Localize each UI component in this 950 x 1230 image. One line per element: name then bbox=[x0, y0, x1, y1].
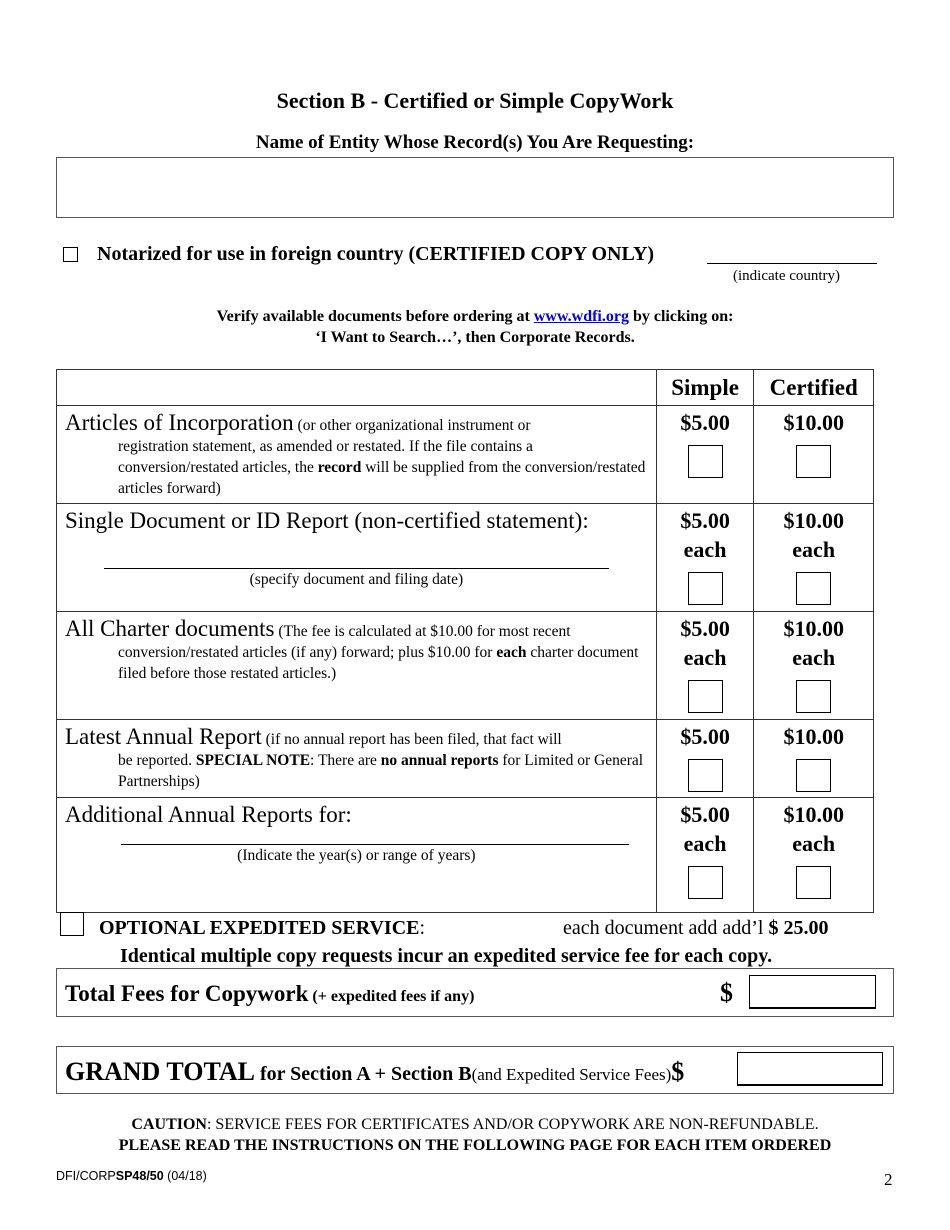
certified-price-cell bbox=[754, 798, 874, 913]
notary-checkbox[interactable] bbox=[63, 247, 78, 262]
total-label-sub: (+ expedited fees if any) bbox=[308, 988, 475, 1005]
price-unit: each bbox=[792, 831, 836, 856]
certified-price-cell bbox=[754, 406, 874, 504]
price-unit: each bbox=[683, 645, 727, 670]
table-header-row bbox=[57, 370, 874, 406]
row-text: : There are bbox=[310, 752, 381, 769]
country-field[interactable] bbox=[707, 263, 877, 264]
simple-price-cell bbox=[656, 720, 754, 798]
entity-name-field[interactable] bbox=[56, 157, 894, 218]
row-title: Latest Annual Report bbox=[65, 724, 262, 749]
row-text: charter document filed before those restated articles.) bbox=[118, 644, 639, 682]
certified-checkbox[interactable] bbox=[796, 866, 831, 899]
row-text-bold: each bbox=[496, 644, 527, 661]
copywork-fee-table bbox=[56, 369, 874, 913]
total-label-text: Total Fees for Copywork bbox=[65, 981, 309, 1006]
page-title: Section B - Certified or Simple CopyWork bbox=[276, 88, 674, 113]
total-dollar-sign: $ bbox=[720, 978, 733, 1007]
grand-total-field[interactable] bbox=[737, 1052, 883, 1086]
row-title: All Charter documents bbox=[65, 616, 275, 641]
row-text-bold: record bbox=[317, 459, 362, 476]
row-text: conversion/restated articles (if any) forward; plus $10.00 for bbox=[118, 644, 497, 661]
simple-checkbox[interactable] bbox=[688, 445, 723, 478]
expedited-label-text: OPTIONAL EXPEDITED SERVICE bbox=[99, 917, 420, 939]
form-code: SP48/50 bbox=[115, 1169, 164, 1183]
expedited-colon: : bbox=[419, 917, 426, 939]
price-certified: $10.00 bbox=[783, 508, 844, 533]
form-date: (04/18) bbox=[163, 1169, 207, 1183]
simple-price-cell bbox=[656, 504, 754, 612]
notary-label: Notarized for use in foreign country (CERTIFIED COPY ONLY) bbox=[97, 243, 655, 265]
caution-heading: CAUTION bbox=[131, 1116, 207, 1133]
table-row bbox=[57, 798, 874, 913]
price-unit: each bbox=[683, 537, 727, 562]
row-description bbox=[57, 406, 657, 504]
caution-notice bbox=[0, 1114, 950, 1156]
price-certified: $10.00 bbox=[783, 724, 844, 749]
row-text: for Limited or General Partnerships) bbox=[118, 752, 644, 790]
price-certified: $10.00 bbox=[783, 410, 844, 435]
verify-text-pre: Verify available documents before ordering at bbox=[216, 308, 534, 325]
table-row bbox=[57, 406, 874, 504]
form-id bbox=[56, 1169, 207, 1183]
price-simple: $5.00 bbox=[680, 508, 730, 533]
verify-text-post: by clicking on: bbox=[628, 308, 734, 325]
expedited-checkbox[interactable] bbox=[60, 912, 84, 936]
total-fees-field[interactable] bbox=[749, 975, 876, 1009]
verify-instructions bbox=[0, 306, 950, 348]
row-title: Articles of Incorporation bbox=[65, 410, 294, 435]
simple-price-cell bbox=[656, 798, 754, 913]
page-number: 2 bbox=[884, 1170, 893, 1189]
verify-text-line2: ‘I Want to Search…’, then Corporate Records. bbox=[315, 329, 635, 346]
simple-checkbox[interactable] bbox=[688, 680, 723, 713]
certified-checkbox[interactable] bbox=[796, 572, 831, 605]
price-unit: each bbox=[683, 831, 727, 856]
simple-price-cell bbox=[656, 612, 754, 720]
column-header-simple: Simple bbox=[656, 370, 754, 406]
country-hint: (indicate country) bbox=[733, 268, 841, 284]
row-text: will be supplied from the conversion/restated articles forward) bbox=[118, 459, 646, 497]
row-hint: (Indicate the year(s) or range of years) bbox=[237, 847, 476, 864]
row-text: registration statement, as amended or restated. If the file contains a conversion/restated articles, the bbox=[118, 438, 533, 476]
certified-checkbox[interactable] bbox=[796, 445, 831, 478]
row-text: (if no annual report has been filed, that fact will bbox=[261, 731, 562, 748]
wdfi-link[interactable]: www.wdfi.org bbox=[533, 308, 629, 325]
simple-checkbox[interactable] bbox=[688, 866, 723, 899]
price-simple: $5.00 bbox=[680, 724, 730, 749]
certified-price-cell bbox=[754, 612, 874, 720]
column-header-certified: Certified bbox=[754, 370, 874, 406]
certified-checkbox[interactable] bbox=[796, 680, 831, 713]
expedited-fee bbox=[563, 917, 828, 940]
simple-price-cell bbox=[656, 406, 754, 504]
row-text-bold: no annual reports bbox=[380, 752, 499, 769]
row-description bbox=[57, 504, 657, 612]
header-blank bbox=[57, 370, 657, 406]
grand-total-label-text: GRAND TOTAL bbox=[65, 1057, 255, 1086]
instructions-notice: PLEASE READ THE INSTRUCTIONS ON THE FOLLOWING PAGE FOR EACH ITEM ORDERED bbox=[118, 1137, 832, 1154]
expedited-fee-text: each document add add’l bbox=[563, 917, 769, 939]
table-row bbox=[57, 504, 874, 612]
row-title: Additional Annual Reports for: bbox=[65, 802, 352, 827]
row-text: be reported. bbox=[118, 752, 196, 769]
price-certified: $10.00 bbox=[783, 616, 844, 641]
price-unit: each bbox=[792, 537, 836, 562]
row-text: (or other organizational instrument or bbox=[293, 417, 531, 434]
table-row bbox=[57, 612, 874, 720]
entity-name-label: Name of Entity Whose Record(s) You Are Requesting: bbox=[255, 132, 695, 153]
caution-text: : SERVICE FEES FOR CERTIFICATES AND/OR COPYWORK ARE NON-REFUNDABLE. bbox=[206, 1116, 819, 1133]
certified-price-cell bbox=[754, 720, 874, 798]
row-hint: (specify document and filing date) bbox=[249, 571, 464, 588]
total-fees-label bbox=[65, 981, 474, 1007]
certified-checkbox[interactable] bbox=[796, 759, 831, 792]
expedited-label bbox=[99, 917, 425, 940]
expedited-note: Identical multiple copy requests incur an expedited service fee for each copy. bbox=[120, 945, 773, 967]
row-title: Single Document or ID Report (non-certified statement): bbox=[65, 508, 589, 533]
expedited-fee-amount: $ 25.00 bbox=[768, 917, 829, 939]
grand-total-dollar-sign: $ bbox=[671, 1057, 685, 1086]
price-simple: $5.00 bbox=[680, 802, 730, 827]
price-unit: each bbox=[792, 645, 836, 670]
row-text: (The fee is calculated at $10.00 for most recent bbox=[274, 623, 571, 640]
form-prefix: DFI/CORP bbox=[56, 1169, 116, 1183]
grand-total-label bbox=[65, 1057, 684, 1087]
simple-checkbox[interactable] bbox=[688, 759, 723, 792]
row-description bbox=[57, 612, 657, 720]
row-text-bold: SPECIAL NOTE bbox=[195, 752, 311, 769]
row-description bbox=[57, 798, 657, 913]
certified-price-cell bbox=[754, 504, 874, 612]
price-simple: $5.00 bbox=[680, 616, 730, 641]
grand-total-label-mid: for Section A + Section B bbox=[255, 1063, 472, 1085]
price-certified: $10.00 bbox=[783, 802, 844, 827]
grand-total-label-small: (and Expedited Service Fees) bbox=[471, 1065, 672, 1084]
simple-checkbox[interactable] bbox=[688, 572, 723, 605]
table-row bbox=[57, 720, 874, 798]
price-simple: $5.00 bbox=[680, 410, 730, 435]
row-description bbox=[57, 720, 657, 798]
